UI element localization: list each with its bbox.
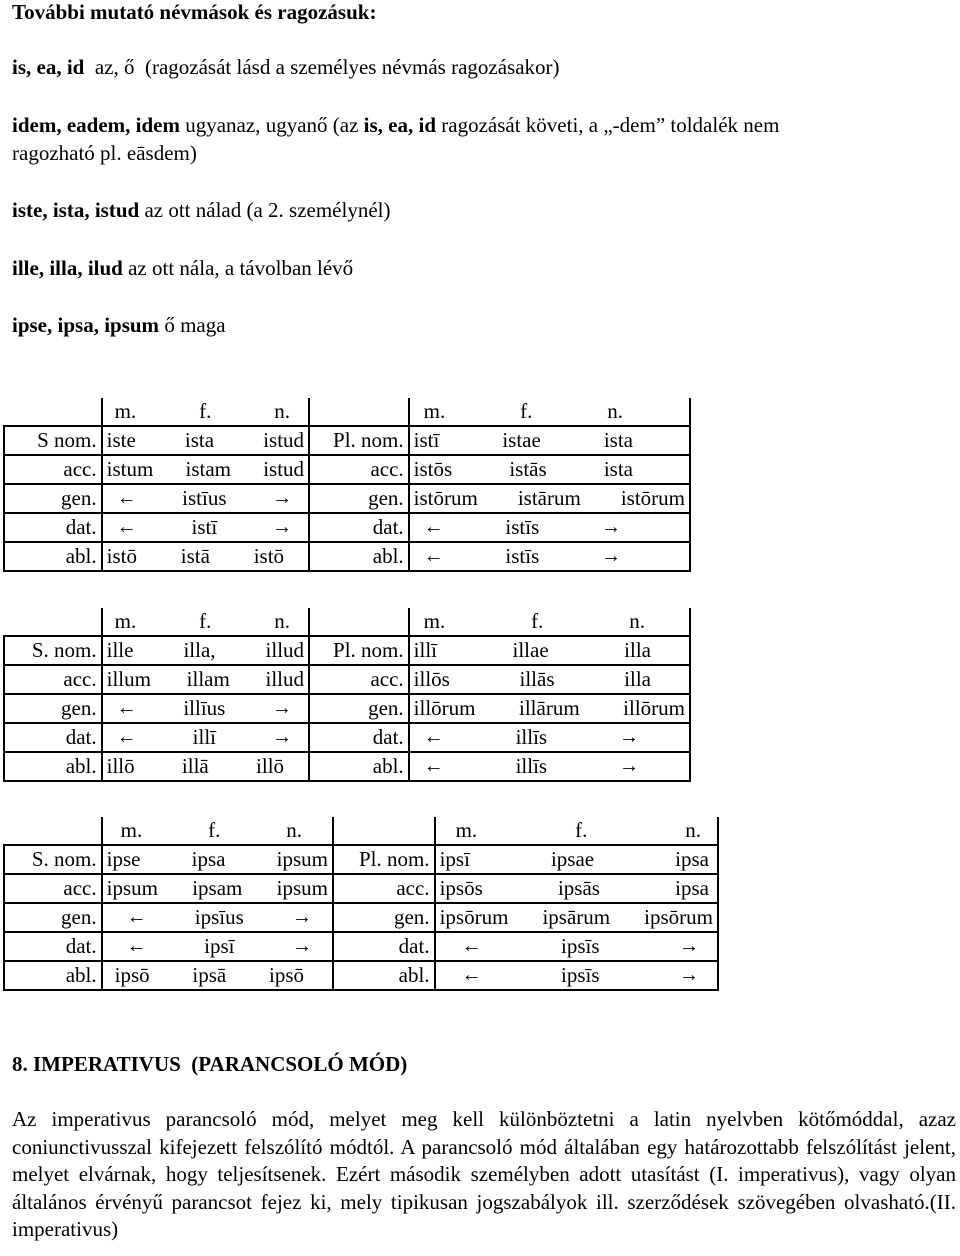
header-plural-genders: [409, 608, 690, 636]
case-label: gen.: [309, 694, 409, 723]
pronoun-forms: ille, illa, ilud: [12, 256, 123, 280]
arrow-left-icon: ←: [126, 935, 147, 957]
singular-form-shared: ← illī →: [102, 723, 309, 752]
plural-form-shared: ← ipsīs →: [435, 961, 718, 990]
header-m: m.: [423, 609, 446, 633]
header-n: n.: [629, 609, 645, 633]
pronoun-forms-ref: is, ea, id: [363, 113, 436, 137]
arrow-right-icon: →: [272, 726, 293, 748]
arrow-left-icon: ←: [461, 935, 482, 957]
plural-forms: ipsōrum ipsārum ipsōrum: [435, 903, 718, 932]
singular-forms: illum illam illud: [102, 665, 309, 694]
case-label: Pl. nom.: [333, 845, 435, 874]
case-label: gen.: [309, 484, 409, 513]
header-m: m.: [455, 818, 478, 842]
case-label: abl.: [333, 961, 435, 990]
table-row: [4, 723, 690, 752]
case-label: dat.: [309, 513, 409, 542]
plural-form-shared: ← istīs →: [409, 542, 690, 571]
pronoun-line-idem-cont: [12, 141, 197, 166]
case-label: Pl. nom.: [309, 426, 409, 455]
singular-forms: ille illa, illud: [102, 636, 309, 665]
singular-forms: ipsum ipsam ipsum: [102, 874, 333, 903]
table-row: [4, 665, 690, 694]
plural-forms: illī illae illa: [409, 636, 690, 665]
case-label: S nom.: [4, 426, 102, 455]
case-label: Pl. nom.: [309, 636, 409, 665]
table-row: [4, 484, 690, 513]
pronoun-gloss-cont: ragozását követi, a „-dem” toldalék nem: [436, 113, 780, 137]
header-m: m.: [114, 399, 137, 423]
plural-forms: istōrum istārum istōrum: [409, 484, 690, 513]
table-row: [4, 513, 690, 542]
header-singular-genders: [102, 608, 309, 636]
case-label: S. nom.: [4, 636, 102, 665]
case-label: acc.: [333, 874, 435, 903]
header-singular-genders: [102, 817, 333, 845]
table-row: [4, 932, 718, 961]
section-heading: 8. IMPERATIVUS (PARANCSOLÓ MÓD): [12, 1052, 408, 1076]
arrow-right-icon: →: [292, 906, 312, 928]
arrow-right-icon: →: [600, 545, 621, 567]
table-row: [4, 542, 690, 571]
arrow-right-icon: →: [618, 755, 639, 777]
header-empty: [4, 398, 102, 426]
header-empty: [4, 608, 102, 636]
arrow-right-icon: →: [272, 487, 293, 509]
singular-forms: ipsō ipsā ipsō: [102, 961, 333, 990]
singular-forms: ipse ipsa ipsum: [102, 845, 333, 874]
singular-form-shared: ← illīus →: [102, 694, 309, 723]
table-row: [4, 752, 690, 781]
arrow-left-icon: ←: [423, 516, 444, 538]
singular-forms: istō istā istō: [102, 542, 309, 571]
plural-forms: istī istae ista: [409, 426, 690, 455]
case-label: gen.: [4, 694, 102, 723]
arrow-right-icon: →: [272, 697, 293, 719]
header-f: f.: [520, 399, 533, 423]
table-row: [4, 636, 690, 665]
table-row: [4, 961, 718, 990]
plural-form-shared: ← illīs →: [409, 752, 690, 781]
header-empty: [4, 817, 102, 845]
case-label: dat.: [333, 932, 435, 961]
arrow-right-icon: →: [291, 935, 312, 957]
plural-form-shared: ← ipsīs →: [435, 932, 718, 961]
pronoun-forms: is, ea, id: [12, 55, 85, 79]
table-row: [4, 903, 718, 932]
pronoun-gloss: ragozható pl. eāsdem): [12, 141, 197, 165]
plural-form-shared: ← illīs →: [409, 723, 690, 752]
pronoun-line-ipse: [12, 313, 226, 338]
header-empty: [309, 608, 409, 636]
singular-form-shared: ← istī →: [102, 513, 309, 542]
case-label: gen.: [4, 484, 102, 513]
header-plural-genders: [435, 817, 718, 845]
arrow-right-icon: →: [618, 726, 639, 748]
case-label: acc.: [4, 665, 102, 694]
case-label: abl.: [309, 542, 409, 571]
header-m: m.: [120, 818, 143, 842]
plural-form-shared: ← istīs →: [409, 513, 690, 542]
pronoun-forms: ipse, ipsa, ipsum: [12, 313, 160, 337]
case-label: gen.: [333, 903, 435, 932]
header-f: f.: [208, 818, 221, 842]
header-n: n.: [274, 399, 291, 423]
arrow-right-icon: →: [678, 935, 699, 957]
header-n: n.: [286, 818, 302, 842]
arrow-left-icon: ←: [423, 545, 444, 567]
header-m: m.: [114, 609, 137, 633]
pronoun-line-ille: [12, 256, 353, 281]
plural-forms: illōs illās illa: [409, 665, 690, 694]
singular-form-shared: ← istīus →: [102, 484, 309, 513]
arrow-right-icon: →: [600, 516, 621, 538]
case-label: acc.: [309, 455, 409, 484]
arrow-right-icon: →: [678, 964, 699, 986]
case-label: dat.: [4, 932, 102, 961]
imperativus-paragraph: Az imperativus parancsoló mód, melyet meg kell különböztetni a latin nyelvben kötőmóddal, azaz coniunctivusszal kifejezett felszólító módtól. A parancsoló mód általában egy határozottabb felszólítást jelent, melyet elvárnak, hogy teljesítsenek. Ezért második személyben adott utasítást (I. imperativus), vagy olyan általános érvényű parancsot fejez ki, mely tipikusan jogszabályok ill. szerződések szövegében olvasható.(II. imperativus): [12, 1107, 956, 1241]
plural-forms: ipsī ipsae ipsa: [435, 845, 718, 874]
arrow-left-icon: ←: [116, 487, 137, 509]
header-plural-genders: [409, 398, 690, 426]
plural-forms: ipsōs ipsās ipsa: [435, 874, 718, 903]
header-m: m.: [423, 399, 446, 423]
header-f: f.: [575, 818, 588, 842]
singular-forms: istum istam istud: [102, 455, 309, 484]
arrow-left-icon: ←: [423, 755, 444, 777]
header-empty: [333, 817, 435, 845]
singular-form-shared: ← ipsīus →: [102, 903, 333, 932]
plural-forms: istōs istās ista: [409, 455, 690, 484]
pronoun-line-is: [12, 55, 560, 80]
declension-table-ille: [3, 608, 691, 782]
arrow-left-icon: ←: [461, 964, 482, 986]
arrow-left-icon: ←: [116, 516, 137, 538]
pronoun-gloss: az ott nála, a távolban lévő: [122, 256, 354, 280]
table-row: [4, 455, 690, 484]
table-row: [4, 694, 690, 723]
pronoun-line-iste: [12, 198, 391, 223]
page-title: További mutató névmások és ragozásuk:: [12, 0, 377, 24]
pronoun-forms: idem, eadem, idem: [12, 113, 180, 137]
case-label: acc.: [4, 455, 102, 484]
header-n: n.: [685, 818, 701, 842]
case-label: gen.: [4, 903, 102, 932]
table-row: [4, 874, 718, 903]
header-n: n.: [607, 399, 623, 423]
header-n: n.: [274, 609, 291, 633]
case-label: abl.: [4, 752, 102, 781]
case-label: abl.: [4, 961, 102, 990]
arrow-right-icon: →: [272, 516, 293, 538]
declension-table-iste: [3, 398, 691, 572]
pronoun-gloss: ugyanaz, ugyanő (az: [179, 113, 364, 137]
arrow-left-icon: ←: [116, 726, 137, 748]
header-singular-genders: [102, 398, 309, 426]
header-f: f.: [531, 609, 544, 633]
arrow-left-icon: ←: [116, 697, 137, 719]
pronoun-line-idem: [12, 113, 779, 138]
singular-forms: illō illā illō: [102, 752, 309, 781]
case-label: S. nom.: [4, 845, 102, 874]
pronoun-forms: iste, ista, istud: [12, 198, 140, 222]
pronoun-gloss: az, ő (ragozását lásd a személyes névmás ragozásakor): [84, 55, 560, 79]
case-label: dat.: [4, 513, 102, 542]
table-row: [4, 845, 718, 874]
singular-forms: iste ista istud: [102, 426, 309, 455]
case-label: abl.: [309, 752, 409, 781]
case-label: dat.: [4, 723, 102, 752]
case-label: acc.: [309, 665, 409, 694]
plural-forms: illōrum illārum illōrum: [409, 694, 690, 723]
header-f: f.: [199, 609, 212, 633]
declension-table-ipse: [3, 817, 719, 991]
case-label: dat.: [309, 723, 409, 752]
arrow-left-icon: ←: [423, 726, 444, 748]
header-empty: [309, 398, 409, 426]
case-label: acc.: [4, 874, 102, 903]
header-f: f.: [199, 399, 212, 423]
pronoun-gloss: az ott nálad (a 2. személynél): [139, 198, 391, 222]
case-label: abl.: [4, 542, 102, 571]
pronoun-gloss: ő maga: [159, 313, 226, 337]
arrow-left-icon: ←: [126, 906, 147, 928]
table-row: [4, 426, 690, 455]
singular-form-shared: ← ipsī →: [102, 932, 333, 961]
